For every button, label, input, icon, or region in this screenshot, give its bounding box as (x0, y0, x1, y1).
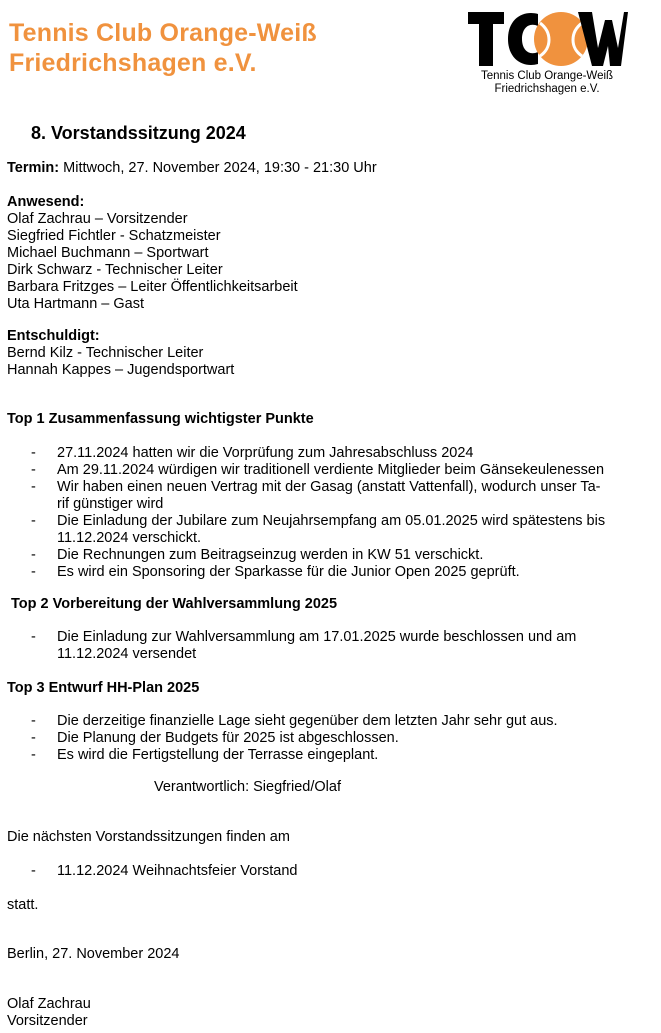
top3-list (0, 713, 661, 764)
list-item: - Es wird ein Sponsoring der Sparkasse für die Junior Open 2025 geprüft. (31, 564, 520, 580)
excused-person: Hannah Kappes – Jugendsportwart (7, 362, 235, 378)
list-item: - Am 29.11.2024 würdigen wir traditionell verdiente Mitglieder beim Gänsekeulenessen (31, 462, 605, 478)
logo-caption-line1: Tennis Club Orange-Weiß (480, 70, 614, 82)
list-item: - Die Rechnungen zum Beitragseinzug werden in KW 51 verschickt. (31, 547, 484, 563)
attendees-label: Anwesend: (7, 194, 85, 210)
top1-heading: Top 1 Zusammenfassung wichtigster Punkte (7, 411, 314, 427)
top2-heading: Top 2 Vorbereitung der Wahlversammlung 2025 (11, 596, 338, 612)
list-item: - Wir haben einen neuen Vertrag mit der Gasag (anstatt Vattenfall), wodurch unser Ta- (31, 479, 601, 495)
club-name-line2: Friedrichshagen e.V. (9, 49, 257, 77)
list-item: - Die Einladung zur Wahlversammlung am 17.01.2025 wurde beschlossen und am (31, 629, 577, 645)
place-date: Berlin, 27. November 2024 (7, 946, 180, 962)
top3-heading: Top 3 Entwurf HH-Plan 2025 (7, 680, 200, 696)
list-item: - Die Planung der Budgets für 2025 ist abgeschlossen. (31, 730, 399, 746)
club-name-line1: Tennis Club Orange-Weiß (9, 19, 317, 47)
list-item-continuation: rif günstiger wird (57, 496, 164, 512)
list-item: - 27.11.2024 hatten wir die Vorprüfung zum Jahresabschluss 2024 (31, 445, 474, 461)
top1-list (0, 445, 661, 581)
termin-label: Termin: (7, 160, 60, 176)
list-item: - 11.12.2024 Weihnachtsfeier Vorstand (31, 863, 298, 879)
attendee: Dirk Schwarz - Technischer Leiter (7, 262, 223, 278)
signature-name: Olaf Zachrau (7, 996, 91, 1012)
signature-role: Vorsitzender (7, 1013, 88, 1029)
page-title: 8. Vorstandssitzung 2024 (31, 123, 246, 143)
list-item: - Die Einladung der Jubilare zum Neujahrsempfang am 05.01.2025 wird spätestens bis (31, 513, 606, 529)
logo-caption-line2: Friedrichshagen e.V. (494, 83, 600, 95)
attendee: Siegfried Fichtler - Schatzmeister (7, 228, 221, 244)
attendee: Uta Hartmann – Gast (7, 296, 144, 312)
list-item-continuation: 11.12.2024 versendet (57, 646, 197, 662)
excused-section (7, 328, 234, 379)
signature (7, 996, 91, 1030)
tennis-ball-icon (534, 12, 588, 66)
excused-person: Bernd Kilz - Technischer Leiter (7, 345, 204, 361)
excused-label: Entschuldigt: (7, 328, 100, 344)
list-item: - Die derzeitige finanzielle Lage sieht gegenüber dem letzten Jahr sehr gut aus. (31, 713, 558, 729)
attendees-section (7, 194, 298, 313)
termin-line (7, 160, 377, 177)
club-name (9, 18, 317, 78)
top2-list (0, 629, 661, 663)
next-meetings-outro: statt. (7, 897, 39, 913)
club-logo (466, 8, 628, 98)
tcow-logo-graphic (466, 8, 628, 74)
list-item-continuation: 11.12.2024 verschickt. (57, 530, 202, 546)
termin-value: Mittwoch, 27. November 2024, 19:30 - 21:30 Uhr (59, 160, 377, 176)
list-item: - Es wird die Fertigstellung der Terrasse eingeplant. (31, 747, 379, 763)
attendee: Michael Buchmann – Sportwart (7, 245, 209, 261)
next-meetings-intro: Die nächsten Vorstandssitzungen finden am (7, 829, 290, 845)
attendee: Olaf Zachrau – Vorsitzender (7, 211, 188, 227)
responsible-line: Verantwortlich: Siegfried/Olaf (154, 779, 341, 795)
attendee: Barbara Fritzges – Leiter Öffentlichkeitsarbeit (7, 279, 298, 295)
next-meetings-list (0, 863, 661, 880)
